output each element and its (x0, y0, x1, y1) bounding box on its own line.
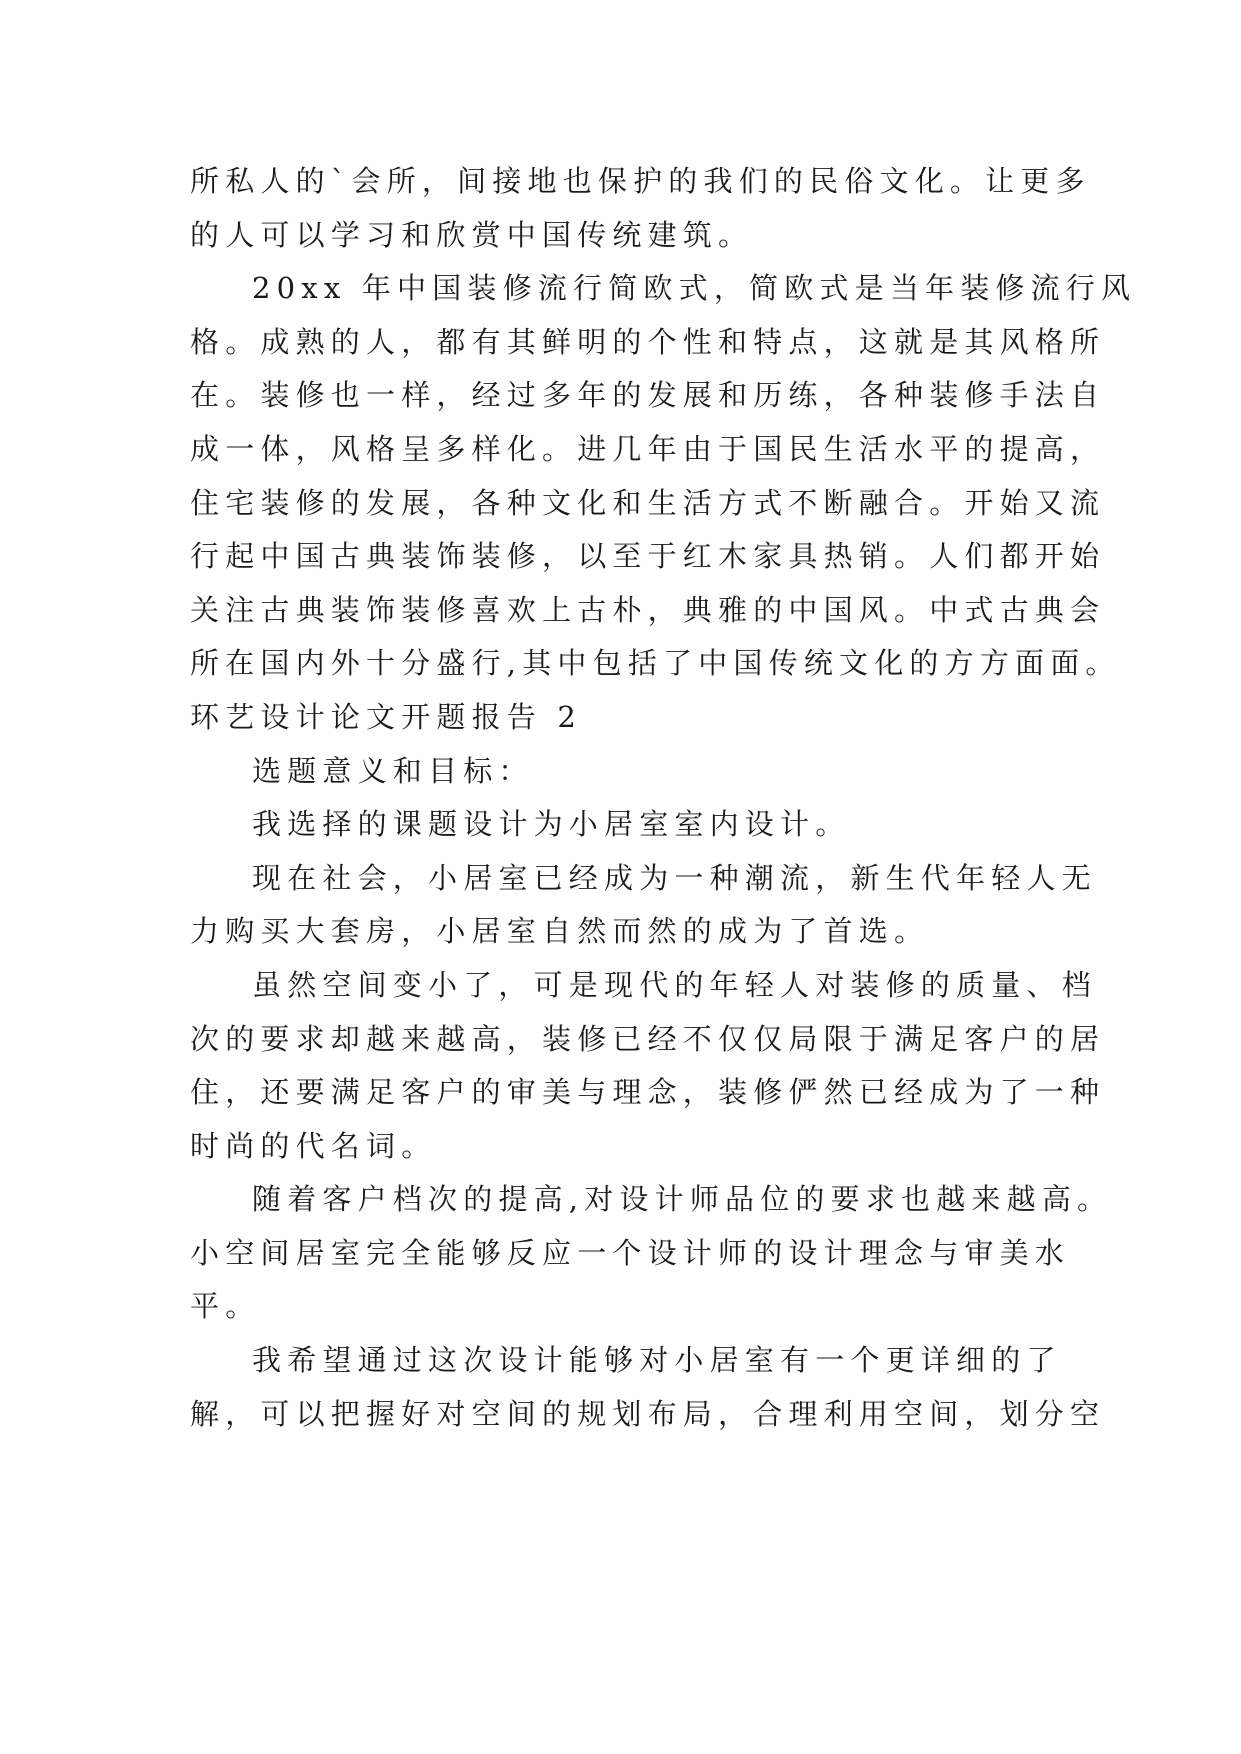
body-text-line: 格。成熟的人，都有其鲜明的个性和特点，这就是其风格所 (190, 324, 1106, 359)
body-text-line: 小空间居室完全能够反应一个设计师的设计理念与审美水 (190, 1235, 1071, 1270)
document-page (190, 155, 1137, 1441)
paragraph-first-line: 现在社会，小居室已经成为一种潮流，新生代年轻人无 (252, 860, 1097, 895)
paragraph-first-line: 选题意义和目标： (252, 753, 534, 788)
body-text-line: 住宅装修的发展，各种文化和生活方式不断融合。开始又流 (190, 485, 1106, 520)
body-text-line: 力购买大套房，小居室自然而然的成为了首选。 (190, 914, 930, 949)
body-text-line: 成一体，风格呈多样化。进几年由于国民生活水平的提高， (190, 431, 1106, 466)
paragraph-first-line: 我希望通过这次设计能够对小居室有一个更详细的了 (252, 1343, 1062, 1378)
paragraph-first-line: 我选择的课题设计为小居室室内设计。 (252, 807, 851, 842)
body-text-line: 住，还要满足客户的审美与理念，装修俨然已经成为了一种 (190, 1075, 1106, 1110)
body-text-line: 在。装修也一样，经过多年的发展和历练，各种装修手法自 (190, 378, 1106, 413)
body-text-line: 所在国内外十分盛行,其中包括了中国传统文化的方方面面。 (190, 646, 1121, 681)
body-text-line: 次的要求却越来越高，装修已经不仅仅局限于满足客户的居 (190, 1021, 1106, 1056)
section-heading: 环艺设计论文开题报告 2 (190, 699, 583, 734)
body-text-line: 平。 (190, 1289, 261, 1324)
body-text-line: 时尚的代名词。 (190, 1128, 437, 1163)
paragraph-first-line: 虽然空间变小了，可是现代的年轻人对装修的质量、档 (252, 967, 1097, 1002)
paragraph-first-line: 20xx 年中国装修流行简欧式，简欧式是当年装修流行风 (252, 271, 1137, 306)
body-text-line: 所私人的`会所，间接地也保护的我们的民俗文化。让更多 (190, 164, 1091, 198)
paragraph-first-line: 随着客户档次的提高,对设计师品位的要求也越来越高。 (252, 1182, 1113, 1217)
body-text-line: 的人可以学习和欣赏中国传统建筑。 (190, 217, 754, 252)
body-text-line: 行起中国古典装饰装修，以至于红木家具热销。人们都开始 (190, 539, 1106, 574)
body-text-line: 关注古典装饰装修喜欢上古朴，典雅的中国风。中式古典会 (190, 592, 1106, 627)
body-text-line: 解，可以把握好对空间的规划布局，合理利用空间，划分空 (190, 1396, 1106, 1431)
